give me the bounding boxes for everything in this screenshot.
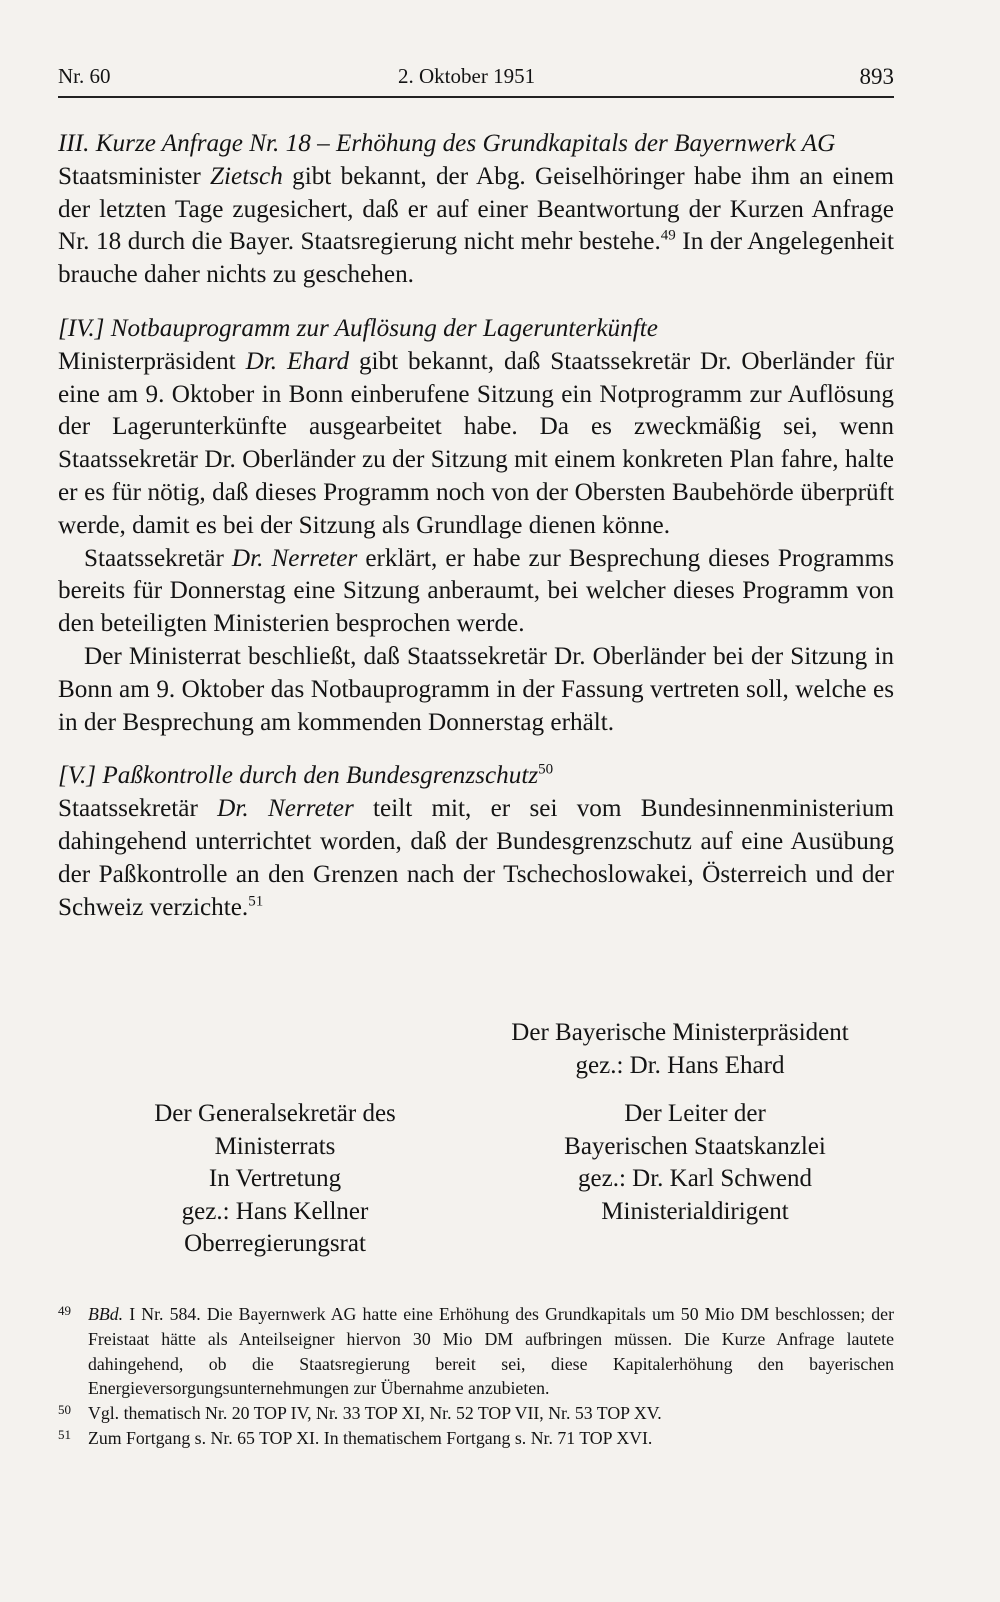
footnote-text: I Nr. 584. Die Bayernwerk AG hatte eine Erhöhung des Grundkapitals um 50 Mio DM beschlossen; der Freistaat hätte als Anteilseigner hiervon 30 Mio DM aufbringen müssen. Die Kurze Anfrage lautete dahingehend, ob die Staatsregierung bereit sei, diese Kapitalerhöhung den bayerischen Energieversorgungsunternehmungen zur Übernahme anzubieten.: [88, 1304, 894, 1399]
section-title: Paßkontrolle durch den Bundesgrenzschutz: [96, 762, 539, 790]
footnote-ref[interactable]: 50: [538, 761, 554, 778]
person-name: Nerreter: [271, 544, 358, 572]
section-heading-3: III. Kurze Anfrage Nr. 18 – Erhöhung des Grundkapitals der Bayernwerk AG: [58, 130, 836, 157]
resolution-paragraph: Der Ministerrat beschließt, daß Staatssekretär Dr. Oberländer bei der Sitzung in Bonn am 9. Oktober das Notbauprogramm in der Fassung vertreten soll, welche es in der Besprechung am kommenden Donnerstag erhält.: [58, 642, 894, 736]
title-abbrev: Dr.: [217, 795, 268, 823]
paragraph: [58, 346, 894, 543]
signature-line: Bayerischen Staatskanzlei: [564, 1132, 826, 1160]
signature-line: Der Generalsekretär des: [154, 1100, 396, 1127]
footnote-source: BBd.: [88, 1304, 124, 1324]
signature-minister-president: [490, 1017, 870, 1082]
text-run: Staatsminister: [58, 162, 211, 190]
footnotes: [58, 1302, 894, 1451]
footnote-number: 49: [58, 1303, 71, 1318]
section-number: [V.]: [58, 762, 97, 790]
paragraph: [58, 793, 894, 924]
text-run: erklärt, er habe zur Besprechung dieses Programms bereits für Donnerstag eine Sitzung anberaumt, bei welcher dieses Programm von den beteiligten Ministerien besprochen werde.: [58, 544, 895, 638]
section-number: [IV.]: [58, 314, 105, 342]
header-rule: [58, 96, 894, 98]
signature-line: Oberregierungsrat: [184, 1230, 366, 1257]
signature-line: gez.: Hans Kellner: [181, 1197, 369, 1225]
paragraph: [58, 543, 894, 641]
footnote-number: 50: [58, 1402, 71, 1418]
signature-general-secretary: [105, 1098, 445, 1261]
footnote-49: [58, 1302, 894, 1401]
text-run: In der Angelegenheit brauche daher nichts zu geschehen.: [58, 228, 895, 289]
footnote-number: 51: [58, 1426, 71, 1442]
signature-line: Ministerialdirigent: [601, 1197, 789, 1225]
section-title: Notbauprogramm zur Auflösung der Lagerunterkünfte: [104, 314, 658, 342]
signature-line: In Vertretung: [208, 1165, 342, 1192]
person-name: Ehard: [287, 347, 350, 375]
signature-chancellery-head: [520, 1098, 870, 1228]
title-abbrev: Dr.: [231, 544, 272, 572]
main-text: [58, 128, 894, 924]
paragraph: [58, 161, 894, 292]
document-date: 2. Oktober 1951: [398, 64, 536, 88]
signature-line: Der Leiter der: [624, 1100, 766, 1127]
text-run: Staatssekretär: [58, 795, 218, 823]
signature-line: gez.: Dr. Hans Ehard: [575, 1051, 785, 1079]
person-name: Nerreter: [267, 795, 354, 823]
page-number: 893: [859, 64, 894, 89]
text-run: gibt bekannt, daß Staatssekretär Dr. Oberländer für eine am 9. Oktober in Bonn einberufene Sitzung ein Notprogramm zur Auflösung der Lagerunterkünfte ausgearbeitet habe. Da es zweckmäßig sei, wenn Staatssekretär Dr. Oberländer zu der Sitzung mit einem konkreten Plan fahre, halte er es für nötig, daß dieses Programm noch von der Obersten Baubehörde überprüft werde, damit es bei der Sitzung als Grundlage dienen könne.: [58, 347, 894, 539]
footnote-ref[interactable]: 51: [248, 893, 264, 910]
text-run: Staatssekretär: [84, 544, 232, 572]
section-heading-5: [58, 760, 894, 793]
section-heading-4: [58, 313, 894, 346]
signature-line: gez.: Dr. Karl Schwend: [578, 1165, 812, 1192]
footnote-51: [58, 1426, 894, 1451]
running-head: [58, 64, 894, 94]
footnote-text: Zum Fortgang s. Nr. 65 TOP XI. In thematischem Fortgang s. Nr. 71 TOP XVI.: [88, 1427, 653, 1448]
text-run: teilt mit, er sei vom Bundesinnenministerium dahingehend unterrichtet worden, daß der Bundesgrenzschutz auf eine Ausübung der Paßkontrolle an den Grenzen nach der Tschechoslowakei, Österreich und der Schweiz verzichte.: [58, 795, 895, 921]
footnote-50: [58, 1401, 894, 1426]
document-number: Nr. 60: [58, 64, 111, 88]
footnote-text: Vgl. thematisch Nr. 20 TOP IV, Nr. 33 TOP XI, Nr. 52 TOP VII, Nr. 53 TOP XV.: [88, 1403, 662, 1424]
person-name: Zietsch: [210, 162, 283, 190]
signature-line: Der Bayerische Ministerpräsident: [511, 1019, 849, 1046]
text-run: gibt bekannt, der Abg. Geiselhöringer habe ihm an einem der letzten Tage zugesichert, daß er auf einer Beantwortung der Kurzen Anfrage Nr. 18 durch die Bayer. Staatsregierung nicht mehr bestehe.: [58, 162, 894, 256]
signature-line: Ministerrats: [214, 1132, 336, 1160]
footnote-ref[interactable]: 49: [660, 228, 676, 244]
title-abbrev: Dr.: [245, 347, 287, 375]
text-run: Ministerpräsident: [58, 347, 246, 375]
